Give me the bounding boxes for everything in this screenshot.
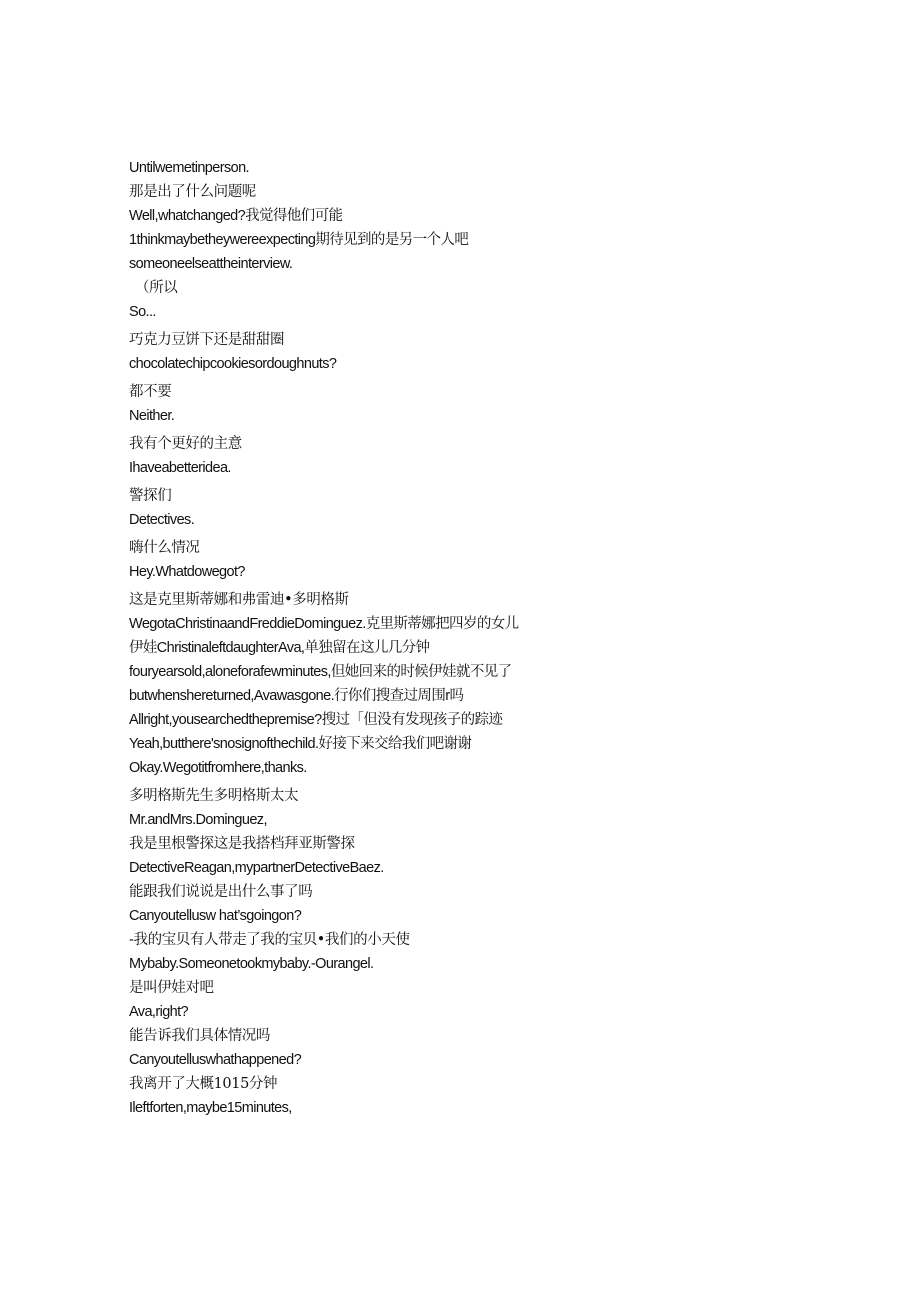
transcript-line: 是叫伊娃对吧 <box>129 980 214 996</box>
transcript-line: 我离开了大概1015分钟 <box>129 1076 278 1092</box>
transcript-line: 1thinkmaybetheywereexpecting期待见到的是另一个人吧 <box>129 232 469 248</box>
transcript-line: Ihaveabetteridea. <box>129 460 231 476</box>
transcript-line: （所以 <box>135 280 178 296</box>
transcript-line: 巧克力豆饼下还是甜甜圈 <box>129 332 285 348</box>
transcript-line: So... <box>129 304 156 320</box>
transcript-line: Neither. <box>129 408 175 424</box>
transcript-line: Mybaby.Someonetookmybaby.-Ourangel. <box>129 956 374 972</box>
transcript-line: Canyoutellusw hat’sgoingon? <box>129 908 302 924</box>
transcript-line: someoneelseattheinterview. <box>129 256 293 272</box>
transcript-line: Mr.andMrs.Dominguez, <box>129 812 267 828</box>
transcript-line: Ileftforten,maybe15minutes, <box>129 1100 292 1116</box>
transcript-line: 伊娃ChristinaleftdaughterAva,单独留在这儿几分钟 <box>129 640 430 656</box>
transcript-line: Canyoutelluswhathappened? <box>129 1052 302 1068</box>
transcript-line: 我有个更好的主意 <box>129 436 242 452</box>
transcript-line: 多明格斯先生多明格斯太太 <box>129 788 299 804</box>
transcript-line: Yeah,butthere'snosignofthechild.好接下来交给我们吧谢谢 <box>129 736 472 752</box>
transcript-line: DetectiveReagan,mypartnerDetectiveBaez. <box>129 860 384 876</box>
transcript-line: Okay.Wegotitfromhere,thanks. <box>129 760 307 776</box>
transcript-line: 警探们 <box>129 488 172 504</box>
transcript-line: Detectives. <box>129 512 195 528</box>
transcript-line: Well,whatchanged?我觉得他们可能 <box>129 208 343 224</box>
transcript-line: Ava,right? <box>129 1004 189 1020</box>
transcript-line: butwhenshereturned,Avawasgone.行你们搜查过周围r吗 <box>129 688 464 704</box>
transcript-line: 能告诉我们具体情况吗 <box>129 1028 270 1044</box>
transcript-line: 都不要 <box>129 384 172 400</box>
transcript-line: 那是出了什么问题呢 <box>129 184 256 200</box>
transcript-line: 这是克里斯蒂娜和弗雷迪•多明格斯 <box>129 592 349 608</box>
transcript-line: 能跟我们说说是出什么事了吗 <box>129 884 313 900</box>
transcript-line: Allright,yousearchedthepremise?搜过「但没有发现孩子的踪迹 <box>129 712 503 728</box>
transcript-line: WegotaChristinaandFreddieDominguez.克里斯蒂娜把四岁的女儿 <box>129 616 519 632</box>
transcript-line: Untilwemetinperson. <box>129 160 249 176</box>
transcript-line: -我的宝贝有人带走了我的宝贝•我们的小天使 <box>129 932 410 948</box>
transcript-line: 嗨什么情况 <box>129 540 200 556</box>
transcript-line: Hey.Whatdowegot? <box>129 564 245 580</box>
transcript-line: chocolatechipcookiesordoughnuts? <box>129 356 337 372</box>
subtitle-transcript <box>129 156 889 1120</box>
transcript-line: fouryearsold,aloneforafewminutes,但她回来的时候伊娃就不见了 <box>129 664 512 680</box>
transcript-line: 我是里根警探这是我搭档拜亚斯警探 <box>129 836 355 852</box>
